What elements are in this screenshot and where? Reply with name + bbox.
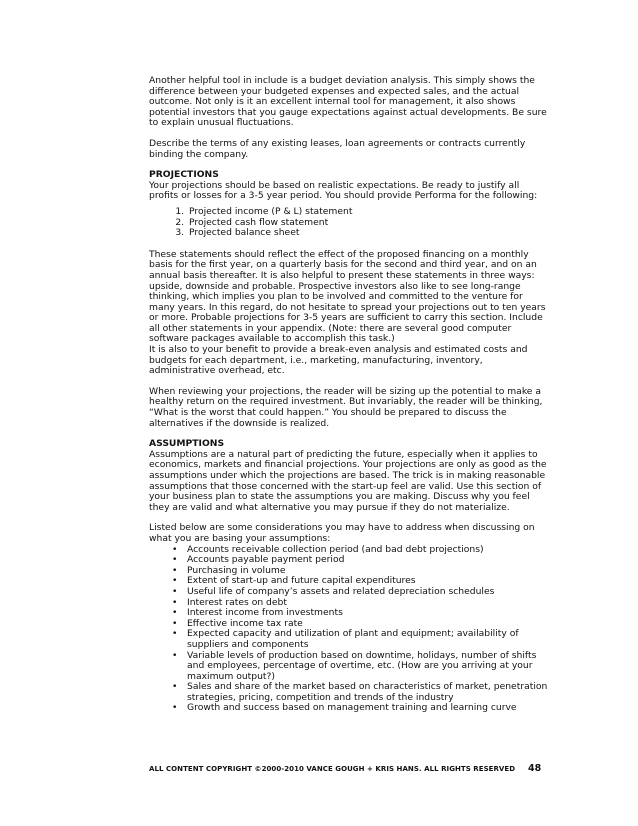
list-item-text: Accounts receivable collection period (and bad debt projections) (187, 543, 484, 555)
bullet-icon: • (172, 628, 178, 640)
list-item-text: Useful life of company’s assets and related depreciation schedules (187, 585, 495, 597)
list-item-text: Purchasing in volume (187, 564, 286, 576)
projections-body-2: It is also to your benefit to provide a break-even analysis and estimated costs and budgets for each department, i.e., marketing, manufacturing, inventory, administrative overhead, etc. (149, 344, 528, 377)
list-item-text: Expected capacity and utilization of plant and equipment; availability of suppliers and components (187, 628, 519, 650)
projections-intro: Your projections should be based on realistic expectations. Be ready to justify all profits or losses for a 3-5 year period. You should provide Performa for the following: (149, 179, 538, 202)
projections-list (149, 207, 549, 239)
projections-body-3: When reviewing your projections, the reader will be sizing up the potential to make a healthy return on the required investment. But invariably, the reader will be thinking, “What is the worst that could happen.” You should be prepared to discuss the alternatives if the downside is realized. (149, 385, 543, 429)
bullet-icon: • (172, 564, 178, 576)
list-item: 1. Projected income (P & L) statement (187, 207, 549, 218)
bullet-icon: • (172, 702, 178, 714)
page-number: 48 (528, 763, 542, 774)
bullet-icon: • (172, 681, 178, 693)
list-item (149, 629, 549, 650)
bullet-icon: • (172, 585, 178, 597)
list-item-text: Sales and share of the market based on characteristics of market, penetration strategies, pricing, competition and trends of the industry (187, 681, 548, 703)
list-item (149, 703, 549, 714)
assumptions-section (149, 439, 549, 714)
assumptions-body-1: Assumptions are a natural part of predicting the future, especially when it applies to economics, markets and financial projections. Your projections are only as good as the assumptions under which the projections are based. The trick is in making reasonable assumptions that those concerned with the start-up feel are valid. Use this section of your business plan to state the assumptions you are making. Discuss why you feel they are valid and what alternative you may pursue if they do not materialize. (149, 448, 547, 513)
assumptions-body-2: Listed below are some considerations you may have to address when discussing on what you are basing your assumptions: (149, 522, 535, 544)
bullet-icon: • (172, 649, 178, 661)
budget-deviation-paragraph: Another helpful tool in include is a budget deviation analysis. This simply shows the difference between your budgeted expenses and expected sales, and the actual outcome. Not only is it an excellent internal tool for management, it also shows potential investors that you gauge expectations against actual developments. Be sure to explain unusual fluctuations. (149, 75, 547, 129)
list-item-text: Accounts payable payment period (187, 554, 345, 566)
copyright-footer: ALL CONTENT COPYRIGHT ©2000-2010 VANCE GOUGH + KRIS HANS. ALL RIGHTS RESERVED (149, 765, 516, 773)
list-item (149, 651, 549, 683)
bullet-icon: • (172, 607, 178, 619)
list-item-text: Effective income tax rate (187, 617, 303, 629)
projections-heading: PROJECTIONS (149, 169, 219, 181)
projections-body-1: These statements should reflect the effect of the proposed financing on a monthly basis for the first year, on a quarterly basis for the second and third year, and on an annual basis thereafter. It is also helpful to present these statements in three ways: upside, downside and probable. Prospective investors also like to see long-range thinking, which implies you plan to be involved and committed to the venture for many years. In this regard, do not hesitate to spread your projections out to ten years or more. Probable projections for 3-5 years are sufficient to carry this section. Include all other statements in your appendix. (Note: there are several good computer software packages available to accomplish this task.) (149, 248, 546, 345)
bullet-icon: • (172, 617, 178, 629)
bullet-icon: • (172, 596, 178, 608)
leases-paragraph: Describe the terms of any existing leases, loan agreements or contracts currently binding the company. (149, 137, 526, 160)
list-item-text: Growth and success based on management training and learning curve (187, 702, 517, 714)
bullet-icon: • (172, 543, 178, 555)
list-item-text: Interest rates on debt (187, 596, 287, 608)
bullet-icon: • (172, 575, 178, 587)
projections-section (149, 170, 549, 429)
list-item-text: Extent of start-up and future capital expenditures (187, 575, 416, 587)
bullet-icon: • (172, 554, 178, 566)
list-item (149, 682, 549, 703)
list-item-text: Variable levels of production based on downtime, holidays, number of shifts and employees, percentage of overtime, etc. (How are you arriving at your maximum output?) (187, 649, 537, 682)
assumptions-list (149, 545, 549, 715)
list-item: 3. Projected balance sheet (187, 228, 549, 239)
list-item-text: Interest income from investments (187, 607, 343, 619)
list-item: 2. Projected cash flow statement (187, 218, 549, 229)
page-content (149, 76, 549, 714)
assumptions-heading: ASSUMPTIONS (149, 438, 225, 450)
